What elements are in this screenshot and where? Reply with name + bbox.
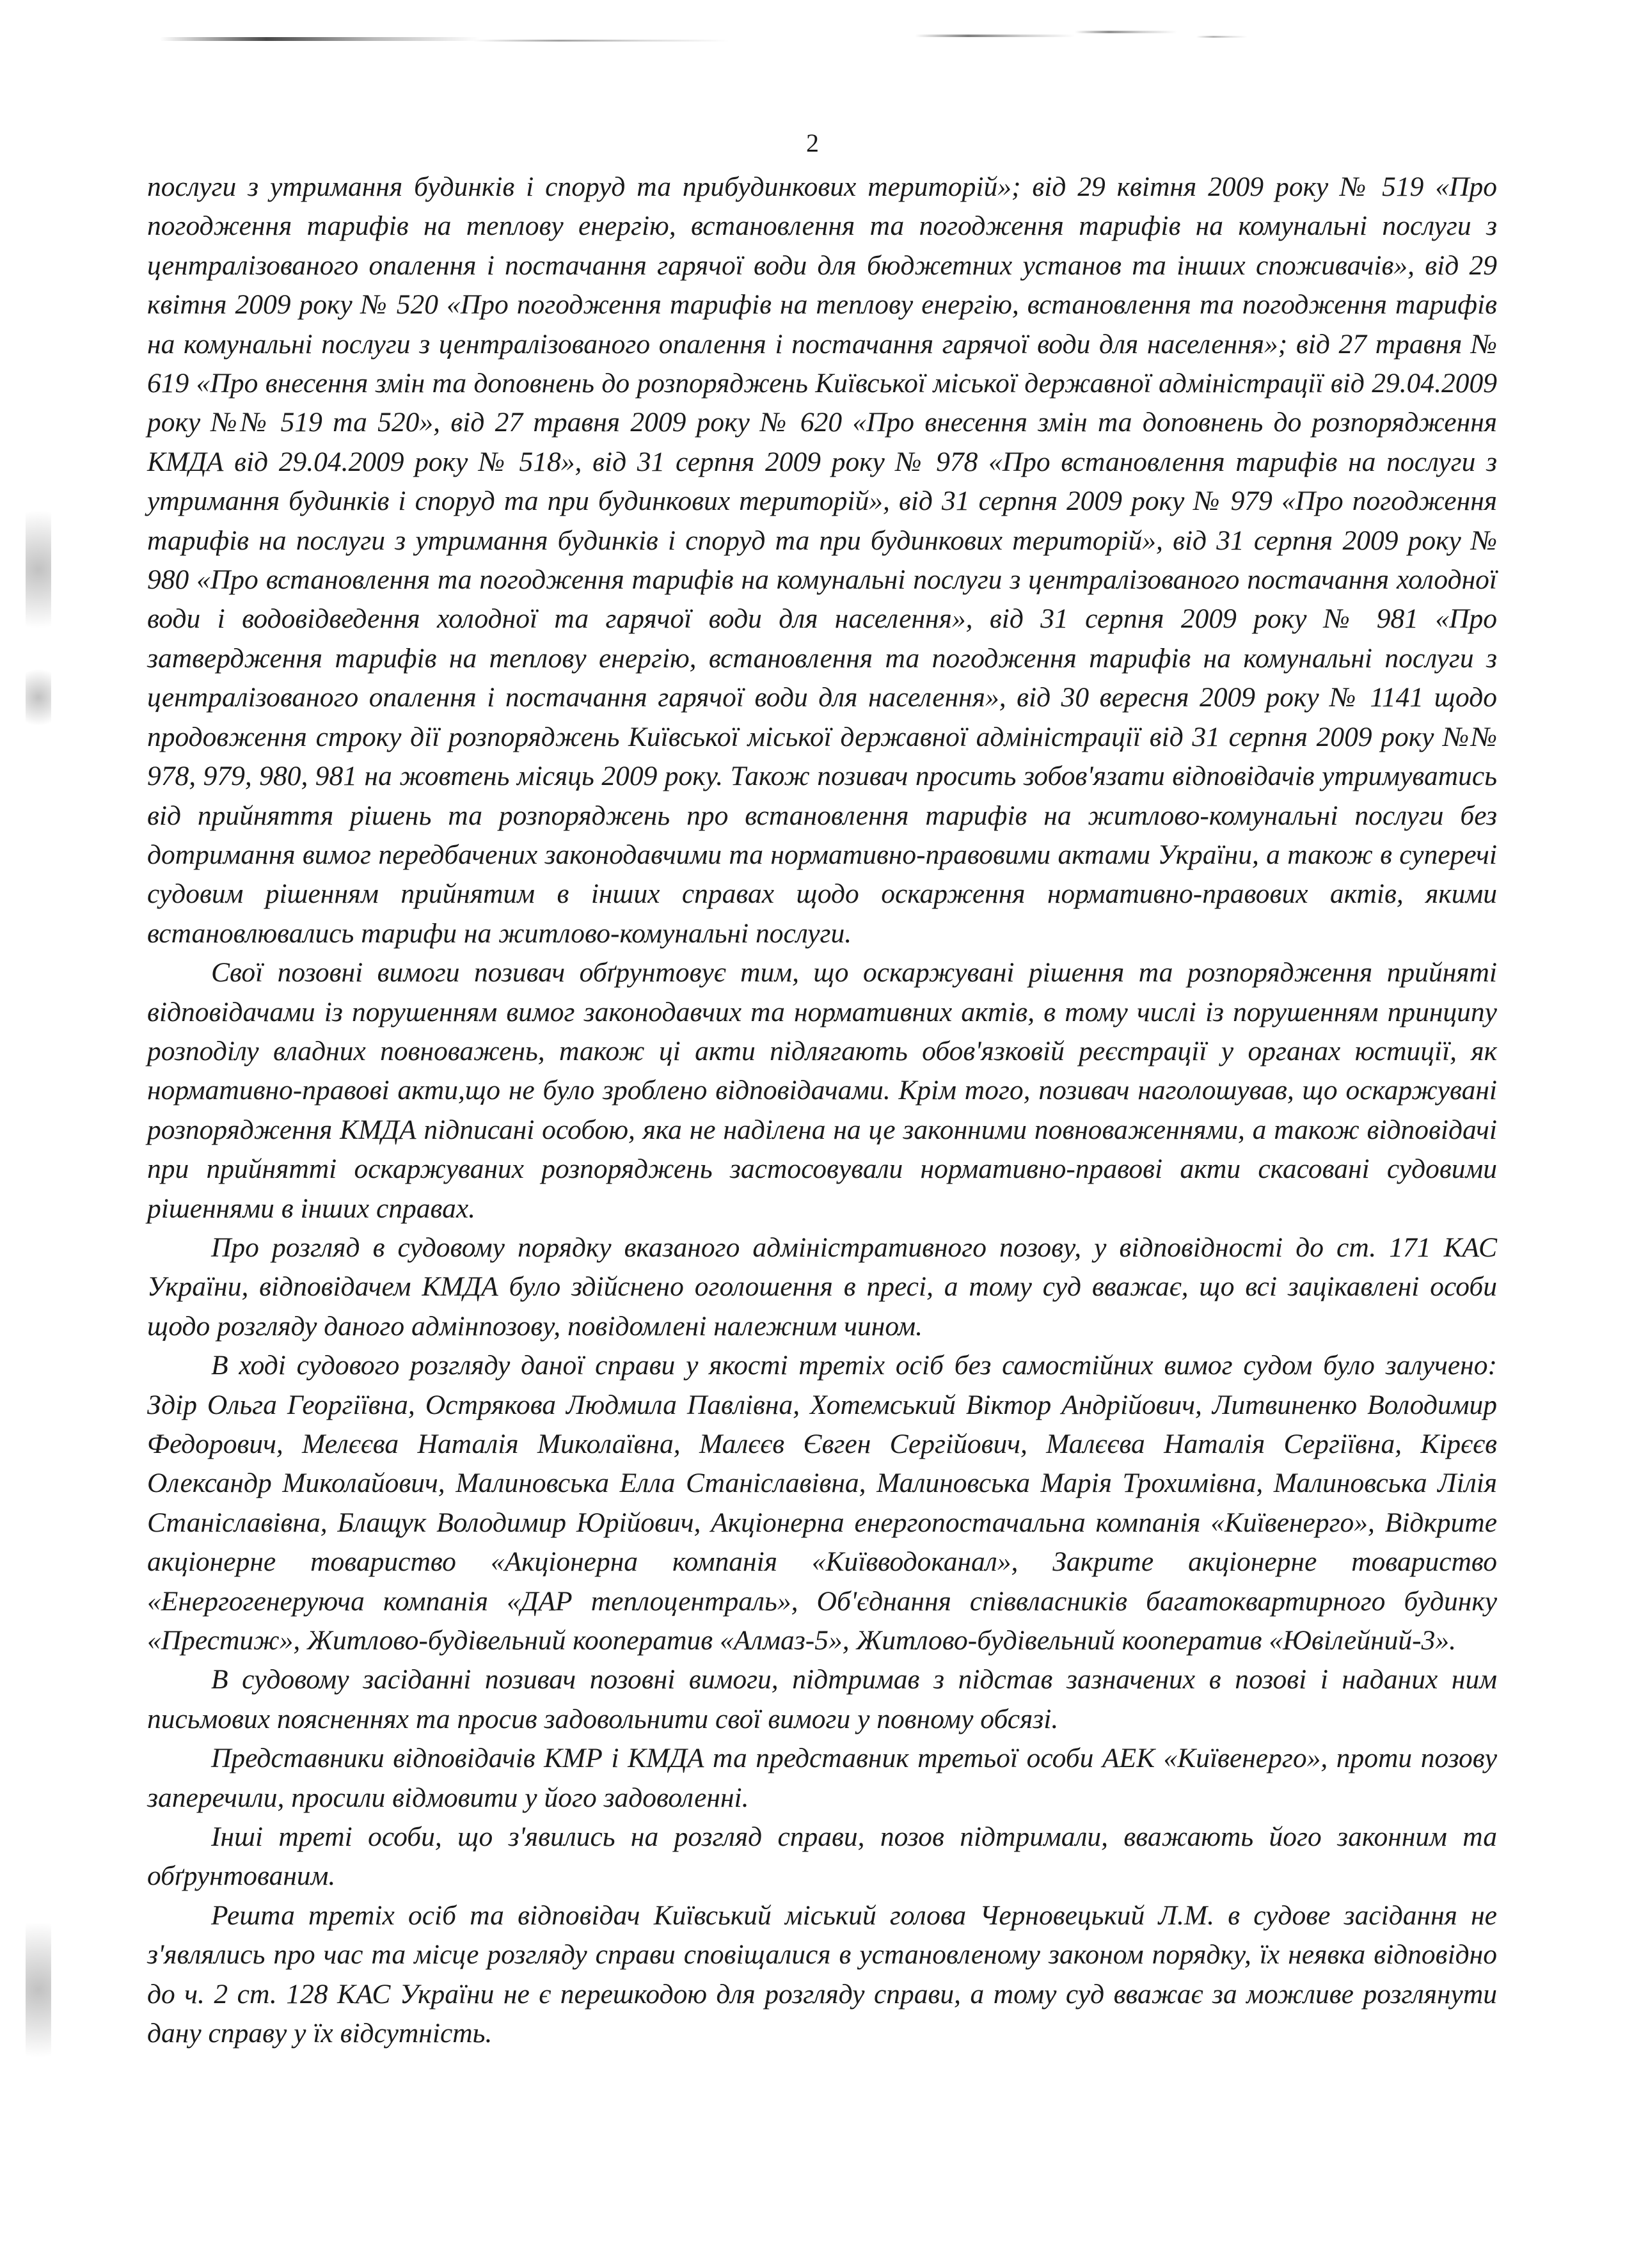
paragraph: В ході судового розгляду даної справи у якості третіх осіб без самостійних вимог судом було залучено: Здір Ольга Георгіївна, Острякова Людмила Павлівна, Хотемський Віктор Андрійович, Литвиненко Володимир Федорович, Мелєєва Наталія Миколаївна, Малєєв Євген Сергійович, Малєєва Наталія Сергіївна, Кірєєв Олександр Миколайович, Малиновська Елла Станіславівна, Малиновська Марія Трохимівна, Малиновська Лілія Станіславівна, Блащук Володимир Юрійович, Акціонерна енергопостачальна компанія «Київенерго», Відкрите акціонерне товариство «Акціонерна компанія «Київводоканал», Закрите акціонерне товариство «Енергогенеруюча компанія «ДАР теплоцентраль», Об'єднання співвласників багатоквартирного будинку «Престиж», Житлово-будівельний кооператив «Алмаз-5», Житлово-будівельний кооператив «Ювілейний-3».	[147, 1350, 1497, 1656]
scan-artifact	[26, 1894, 51, 2086]
scan-artifact	[26, 486, 51, 653]
paragraph: Інші треті особи, що з'явились на розгляд справи, позов підтримали, вважають його законним та обґрунтованим.	[147, 1821, 1497, 1892]
paragraph: Про розгляд в судовому порядку вказаного адміністративного позову, у відповідності до ст. 171 КАС України, відповідачем КМДА було здійснено оголошення в пресі, а тому суд вважає, що всі зацікавлені особи щодо розгляду даного адмінпозову, повідомлені належним чином.	[147, 1232, 1497, 1342]
scan-artifact	[473, 40, 729, 42]
page-number: 2	[806, 129, 819, 157]
paragraph: Представники відповідачів КМР і КМДА та представник третьої особи АЕК «Київенерго», проти позову заперечили, просили відмовити у його задоволенні.	[147, 1743, 1497, 1813]
paragraph: В судовому засіданні позивач позовні вимоги, підтримав з підстав зазначених в позові і наданих ним письмових поясненнях та просив задовольнити свої вимоги у повному обсязі.	[147, 1664, 1497, 1734]
document-body	[147, 168, 1497, 2054]
scan-artifact	[160, 37, 480, 41]
paragraph: Свої позовні вимоги позивач обґрунтовує тим, що оскаржувані рішення та розпорядження прийняті відповідачами із порушенням вимог законодавчих та нормативних актів, в тому числі із порушенням принципу розподілу владних повноважень, також ці акти підлягають обов'язковій реєстрації у органах юстиції, як нормативно-правові акти,що не було зроблено відповідачами. Крім того, позивач наголошував, що оскаржувані розпорядження КМДА підписані особою, яка не наділена на це законними повноваженнями, а також відповідачі при прийнятті оскаржуваних розпоряджень застосовували нормативно-правові акти скасовані судовими рішеннями в інших справах.	[147, 957, 1497, 1224]
scan-artifact	[1075, 31, 1177, 33]
paragraph: послуги з утримання будинків і споруд та прибудинкових територій»; від 29 квітня 2009 року № 519 «Про погодження тарифів на теплову енергію, встановлення та погодження тарифів на комунальні послуги з централізованого опалення і постачання гарячої води для бюджетних установ та інших споживачів», від 29 квітня 2009 року № 520 «Про погодження тарифів на теплову енергію, встановлення та погодження тарифів на комунальні послуги з централізованого опалення і постачання гарячої води для населення»; від 27 травня № 619 «Про внесення змін та доповнень до розпоряджень Київської міської державної адміністрації від 29.04.2009 року №№ 519 та 520», від 27 травня 2009 року № 620 «Про внесення змін та доповнень до розпорядження КМДА від 29.04.2009 року № 518», від 31 серпня 2009 року № 978 «Про встановлення тарифів на послуги з утримання будинків і споруд та при будинкових територій», від 31 серпня 2009 року № 979 «Про погодження тарифів на послуги з утримання будинків і споруд та при будинкових територій», від 31 серпня 2009 року № 980 «Про встановлення та погодження тарифів на комунальні послуги з централізованого постачання холодної води і водовідведення холодної та гарячої води для населення», від 31 серпня 2009 року № 981 «Про затвердження тарифів на теплову енергію, встановлення та погодження тарифів на комунальні послуги з централізованого опалення і постачання гарячої води для населення», від 30 вересня 2009 року № 1141 щодо продовження строку дії розпоряджень Київської міської державної адміністрації від 31 серпня 2009 року №№ 978, 979, 980, 981 на жовтень місяць 2009 року. Також позивач просить зобов'язати відповідачів утримуватись від прийняття рішень та розпоряджень про встановлення тарифів на житлово-комунальні послуги без дотримання вимог передбачених законодавчими та нормативно-правовими актами України, а також в суперечі судовим рішенням прийнятим в інших справах щодо оскарження нормативно-правових актів, якими встановлювались тарифи на житлово-комунальні послуги.	[147, 171, 1497, 949]
scan-artifact	[26, 659, 51, 736]
paragraph: Решта третіх осіб та відповідач Київський міський голова Черновецький Л.М. в судове засідання не з'являлись про час та місце розгляду справи сповіщалися в установленому законом порядку, їх неявка відповідно до ч. 2 ст. 128 КАС України не є перешкодою для розгляду справи, а тому суд вважає за можливе розглянути дану справу у їх відсутність.	[147, 1899, 1497, 2049]
scan-artifact	[915, 35, 1075, 37]
scan-artifact	[1196, 36, 1248, 38]
